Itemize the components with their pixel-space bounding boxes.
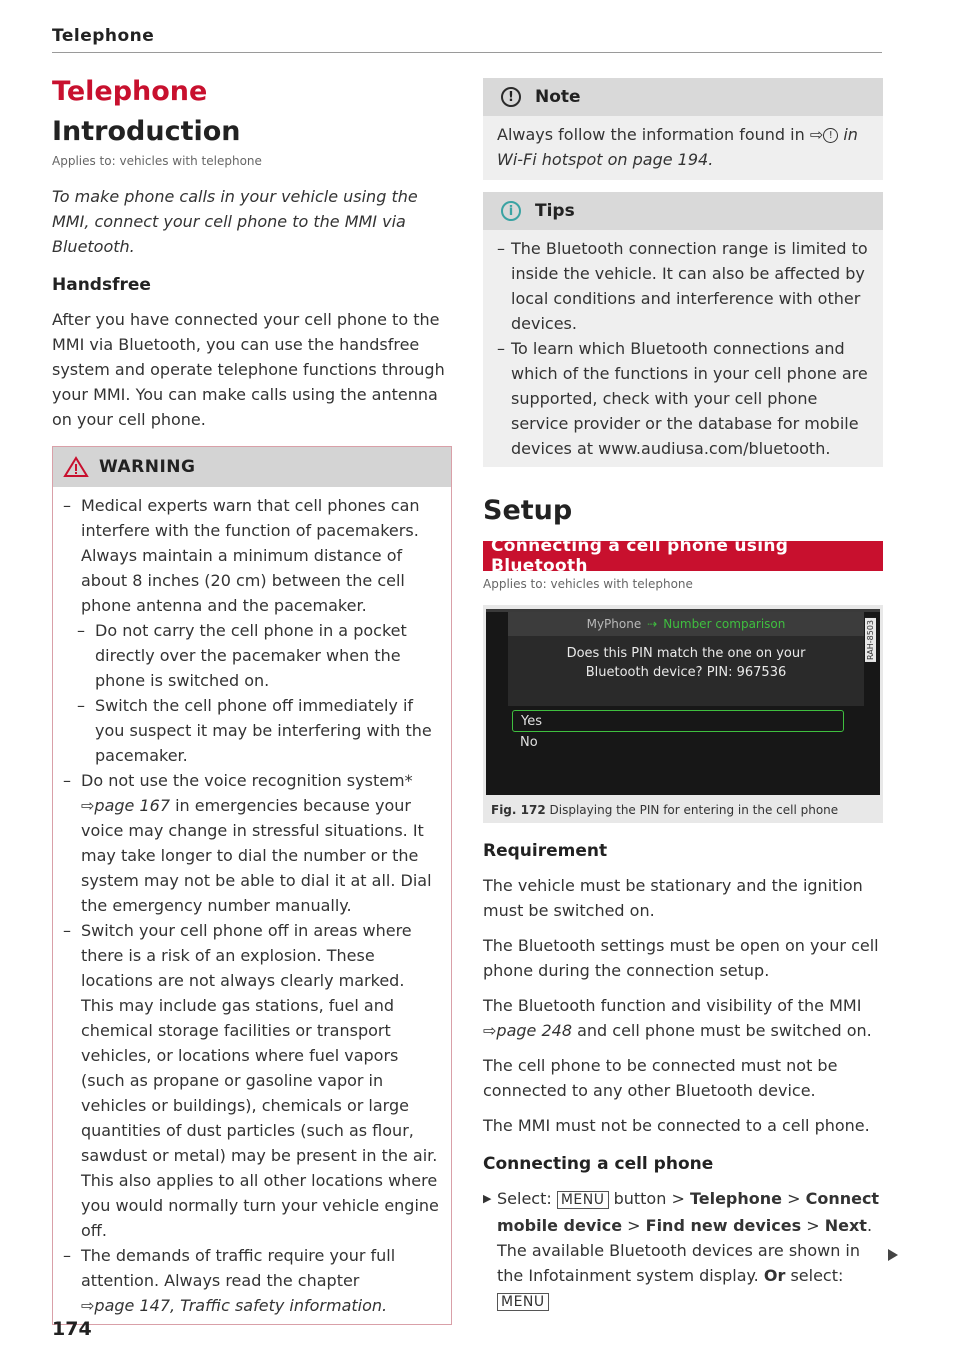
warning-list: [53, 487, 451, 1318]
tips-label: Tips: [535, 201, 575, 221]
exclamation-circle-icon: !: [501, 87, 521, 107]
warning-item: – Switch your cell phone off in areas where there is a risk of an explosion. These locations are not always clearly marked. This may include gas stations, fuel and chemical storage facilities or transport vehicles, or locations where fuel vapors (such as propane or gasoline vapor in vehicles or buildings), chemicals or large quantities of dust particles (such as flour, sawdust or metal) may be present in the air. This also applies to all other locations where you would normally turn your vehicle engine off.: [63, 918, 441, 1243]
page-ref-167[interactable]: ⇨page 167: [81, 796, 170, 815]
mmi-screen: [486, 609, 880, 795]
note-body: [483, 116, 883, 180]
note-page-ref[interactable]: in Wi-Fi hotspot on page 194.: [497, 125, 858, 169]
warning-item: – Medical experts warn that cell phones can interfere with the function of pacemakers. Always maintain a minimum distance of about 8 inches (20 cm) between the cell phone antenna and the pacemaker.: [63, 493, 441, 618]
warning-item: – Do not carry the cell phone in a pocket directly over the pacemaker when the phone is switched on.: [77, 618, 441, 693]
continue-arrow-icon: [886, 1248, 900, 1262]
exclamation-circle-icon: !: [823, 128, 838, 143]
note-header: [483, 78, 883, 116]
note-text: Always follow the information found in ⇨ ! in Wi-Fi hotspot on page 194.: [497, 125, 858, 169]
option-yes[interactable]: Yes: [512, 710, 844, 732]
menu-key: MENU: [557, 1191, 609, 1209]
figure-caption: Fig. 172 Displaying the PIN for entering in the cell phone: [491, 803, 839, 817]
applies-to: Applies to: vehicles with telephone: [52, 154, 262, 168]
warning-box: [52, 446, 452, 1325]
note-label: Note: [535, 87, 581, 107]
menu-key: MENU: [497, 1293, 549, 1311]
chapter-title: Telephone: [52, 76, 208, 107]
warning-header: [53, 447, 451, 487]
section-title-setup: Setup: [483, 495, 573, 526]
connect-step: ▶ Select: MENU button > Telephone > Connect mobile device > Find new devices > Next. The available Bluetooth devices are shown in the Infotainment system display. Or select: MENU: [483, 1186, 883, 1315]
figure-code: RAH-8503: [866, 620, 875, 660]
right-column: [483, 78, 883, 1315]
left-column: [52, 66, 452, 1325]
req-para: The MMI must not be connected to a cell phone.: [483, 1116, 870, 1135]
step-arrow-icon: ▶: [483, 1192, 492, 1205]
subsection-bar: Connecting a cell phone using Bluetooth: [483, 541, 883, 571]
note-box: [483, 78, 883, 180]
req-para: The vehicle must be stationary and the ignition must be switched on.: [483, 876, 863, 920]
warning-triangle-icon: [63, 456, 89, 478]
warning-label: WARNING: [99, 457, 196, 477]
tips-header: [483, 192, 883, 230]
warning-item-voice: – Do not use the voice recognition system* ⇨page 167 in emergencies because your voice may change in stressful situations. It may take longer to dial the number or the system may not be able to dial it at all. Dial the emergency number manually.: [63, 768, 441, 918]
info-circle-icon: i: [501, 201, 521, 221]
figure-172: [483, 605, 883, 823]
requirement-heading: Requirement: [483, 841, 608, 861]
req-para: The cell phone to be connected must not be connected to any other Bluetooth device.: [483, 1056, 838, 1100]
running-header: Telephone: [52, 26, 155, 46]
option-no[interactable]: No: [520, 735, 538, 750]
screen-title-bar: MyPhone ⇢ Number comparison: [508, 612, 864, 636]
page-number: 174: [52, 1318, 92, 1340]
section-title-introduction: Introduction: [52, 116, 241, 147]
tips-list: [483, 230, 883, 467]
tip-item: – To learn which Bluetooth connections and which of the functions in your cell phone are supported, check with your cell phone service provider or the database for mobile devices at www.audiusa.com/bluetooth.: [497, 336, 869, 461]
handsfree-text: After you have connected your cell phone to the MMI via Bluetooth, you can use the handsfree system and operate telephone functions through your MMI. You can make calls using the antenna on your cell phone.: [52, 310, 445, 429]
warning-item: – Switch the cell phone off immediately if you suspect it may be interfering with the pacemaker.: [77, 693, 441, 768]
tips-box: [483, 192, 883, 467]
req-para: The Bluetooth settings must be open on your cell phone during the connection setup.: [483, 936, 879, 980]
connect-heading: Connecting a cell phone: [483, 1154, 714, 1174]
intro-text: To make phone calls in your vehicle using the MMI, connect your cell phone to the MMI via Bluetooth.: [52, 187, 418, 256]
page-ref-147[interactable]: ⇨page 147, Traffic safety information.: [81, 1296, 388, 1315]
tip-item: – The Bluetooth connection range is limited to inside the vehicle. It can also be affected by local conditions and interference with other devices.: [497, 236, 869, 336]
phone-arrow-icon: ⇢: [647, 617, 658, 631]
req-para-mmi: The Bluetooth function and visibility of the MMI ⇨page 248 and cell phone must be switched on.: [483, 996, 872, 1040]
warning-item-traffic: – The demands of traffic require your full attention. Always read the chapter ⇨page 147, Traffic safety information.: [63, 1243, 441, 1318]
header-rule: [52, 52, 882, 53]
handsfree-heading: Handsfree: [52, 275, 151, 295]
screen-message: Does this PIN match the one on your Bluetooth device? PIN: 967536: [508, 636, 864, 706]
page-ref-248[interactable]: ⇨page 248: [483, 1021, 572, 1040]
applies-to: Applies to: vehicles with telephone: [483, 577, 693, 591]
